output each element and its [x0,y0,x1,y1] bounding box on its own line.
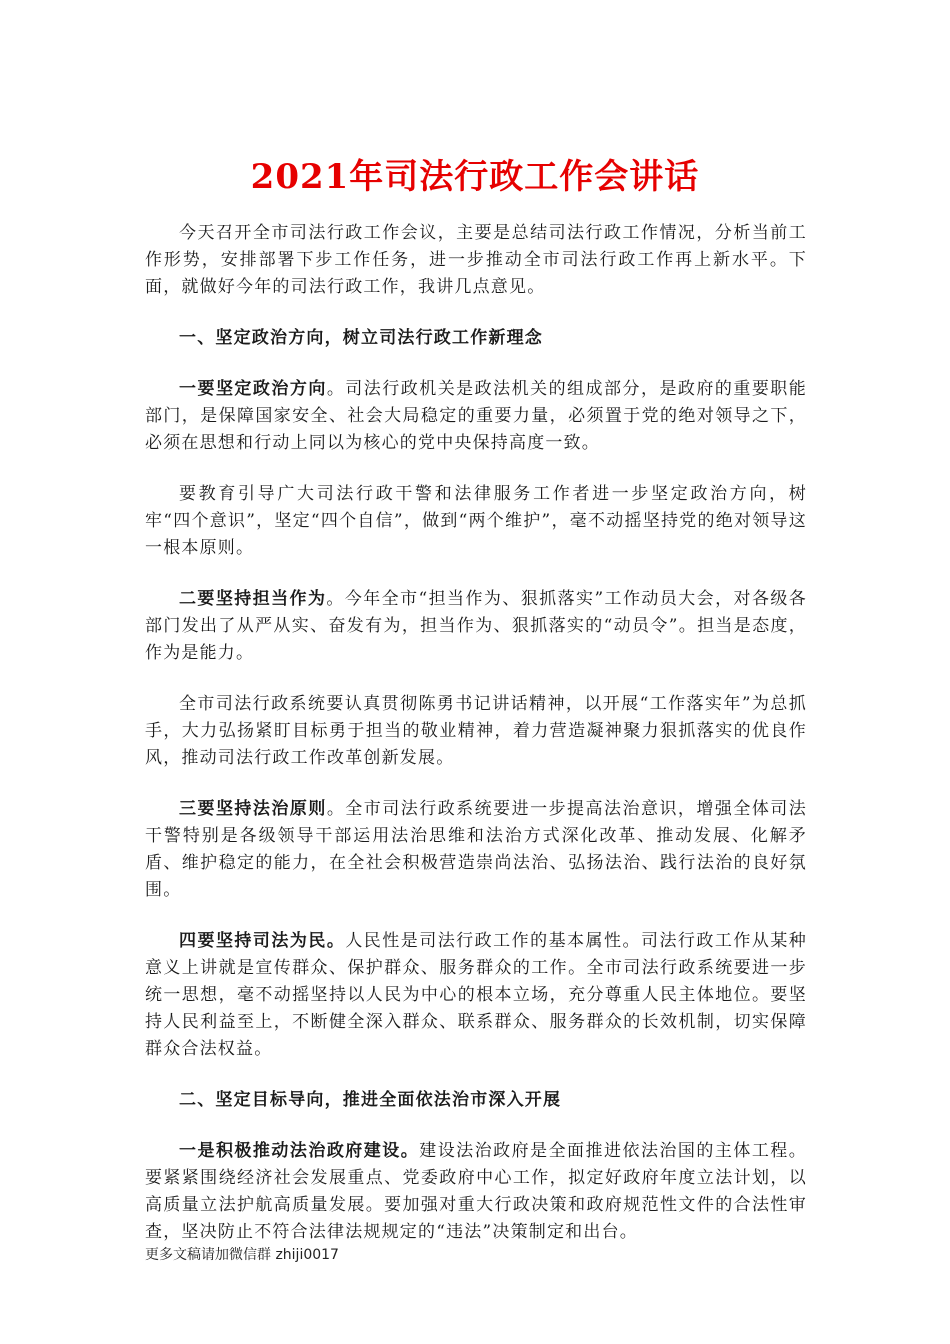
section1-paragraph-1 [145,376,807,457]
section1-paragraph-3 [145,586,807,667]
section1-heading: 一、坚定政治方向，树立司法行政工作新理念 [179,328,543,348]
section1-p1-lead: 一要坚定政治方向 [179,379,327,399]
section1-p6-text: 人民性是司法行政工作的基本属性。司法行政工作从某种意义上讲就是宣传群众、保护群众、服务群众的工作。全市司法行政系统要进一步统一思想，毫不动摇坚持以人民为中心的根本立场，充分尊重人民主体地位。要坚持人民利益至上，不断健全深入群众、联系群众、服务群众的长效机制，切实保障群众合法权益。 [145,931,807,1059]
section1-p5-lead: 三要坚持法治原则 [179,799,327,819]
section2-p1-lead: 一是积极推动法治政府建设。 [179,1141,420,1161]
document-body [145,220,807,1246]
section1-paragraph-6 [145,928,807,1063]
section2-p1-text: 建设法治政府是全面推进依法治国的主体工程。要紧紧围绕经济社会发展重点、党委政府中心工作，拟定好政府年度立法计划，以高质量立法护航高质量发展。要加强对重大行政决策和政府规范性文件的合法性审查，坚决防止不符合法律法规规定的“违法”决策制定和出台。 [145,1141,807,1242]
section1-p1-text: 。司法行政机关是政法机关的组成部分，是政府的重要职能部门，是保障国家安全、社会大局稳定的重要力量，必须置于党的绝对领导之下，必须在思想和行动上同以为核心的党中央保持高度一致。 [145,379,807,453]
intro-paragraph: 今天召开全市司法行政工作会议，主要是总结司法行政工作情况，分析当前工作形势，安排部署下步工作任务，进一步推动全市司法行政工作再上新水平。下面，就做好今年的司法行政工作，我讲几点意见。 [145,223,807,297]
section1-paragraph-5 [145,796,807,904]
footer-note: 更多文稿请加微信群 zhiji0017 [145,1247,339,1263]
section1-p6-lead: 四要坚持司法为民。 [179,931,346,951]
document-title: 2021年司法行政工作会讲话 [250,157,700,197]
section1-paragraph-2: 要教育引导广大司法行政干警和法律服务工作者进一步坚定政治方向，树牢“四个意识”，坚定“四个自信”，做到“两个维护”，毫不动摇坚持党的绝对领导这一根本原则。 [145,484,807,558]
section1-p3-lead: 二要坚持担当作为 [179,589,327,609]
section1-p3-text: 。今年全市“担当作为、狠抓落实”工作动员大会，对各级各部门发出了从严从实、奋发有为，担当作为、狠抓落实的“动员令”。担当是态度，作为是能力。 [145,589,807,663]
section2-paragraph-1 [145,1138,807,1246]
section1-paragraph-4: 全市司法行政系统要认真贯彻陈勇书记讲话精神，以开展“工作落实年”为总抓手，大力弘扬紧盯目标勇于担当的敬业精神，着力营造凝神聚力狠抓落实的优良作风，推动司法行政工作改革创新发展。 [145,694,807,768]
section1-p5-text: 。全市司法行政系统要进一步提高法治意识，增强全体司法干警特别是各级领导干部运用法治思维和法治方式深化改革、推动发展、化解矛盾、维护稳定的能力，在全社会积极营造崇尚法治、弘扬法治、践行法治的良好氛围。 [145,799,807,900]
section2-heading: 二、坚定目标导向，推进全面依法治市深入开展 [179,1090,562,1110]
